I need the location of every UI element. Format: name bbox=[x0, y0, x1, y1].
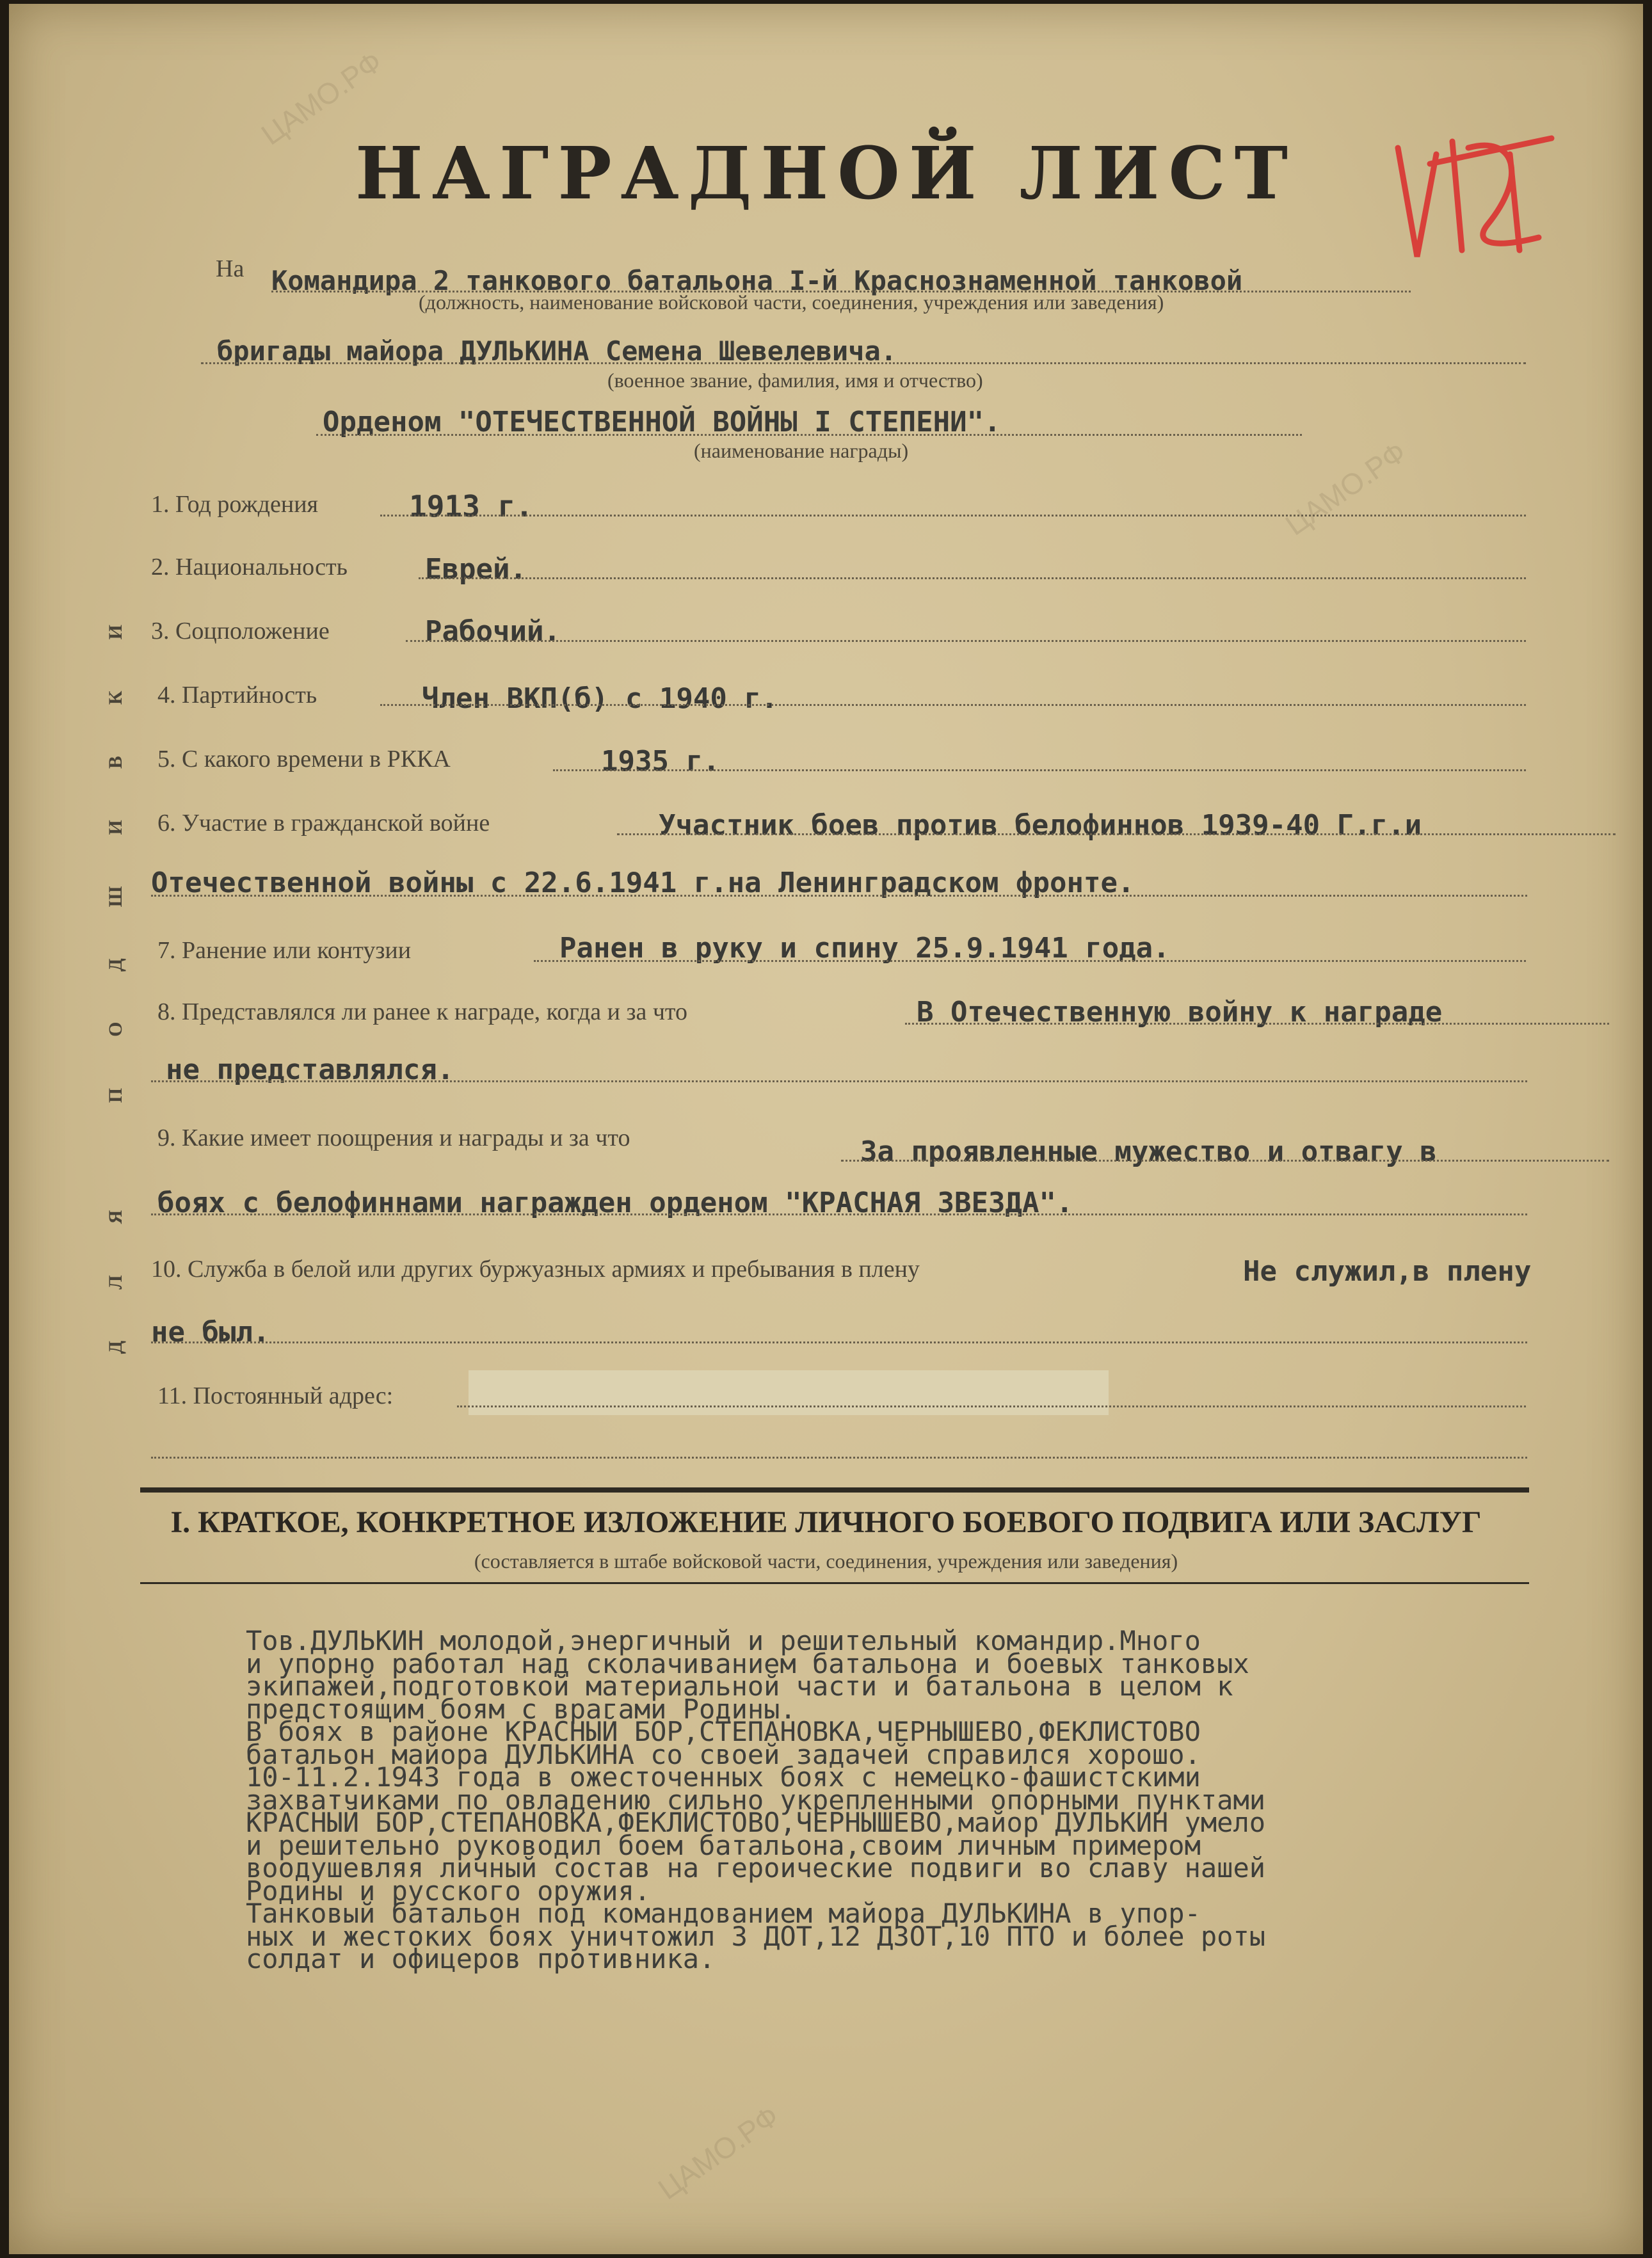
position-value: Командира 2 танкового батальона I-й Краснознаменной танковой bbox=[271, 265, 1243, 296]
section-title: I. КРАТКОЕ, КОНКРЕТНОЕ ИЗЛОЖЕНИЕ ЛИЧНОГО БОЕВОГО ПОДВИГА ИЛИ ЗАСЛУГ bbox=[170, 1505, 1482, 1539]
dotted-line bbox=[457, 1405, 1526, 1407]
document-title: НАГРАДНОЙ ЛИСТ bbox=[355, 132, 1297, 216]
dotted-line bbox=[316, 434, 1302, 436]
field-label-prior-awards: 8. Представлялся ли ранее к награде, когда и за что bbox=[157, 998, 688, 1025]
field-label-rkka: 5. С какого времени в РККА bbox=[157, 746, 451, 773]
dotted-line bbox=[380, 704, 1526, 706]
dotted-line bbox=[151, 895, 1527, 897]
field-label-wounds: 7. Ранение или контузии bbox=[157, 937, 412, 964]
field-label-nationality: 2. Национальность bbox=[151, 554, 348, 581]
dotted-line bbox=[151, 1341, 1527, 1343]
watermark: ЦАМО.РФ bbox=[1279, 435, 1413, 542]
dotted-line bbox=[617, 833, 1616, 835]
dotted-line bbox=[151, 1213, 1527, 1215]
na-label: На bbox=[216, 255, 245, 282]
watermark: ЦАМО.РФ bbox=[255, 44, 389, 152]
field-value-prior-awards: В Отечественную войну к награде bbox=[917, 996, 1443, 1029]
section-divider-top bbox=[140, 1487, 1529, 1493]
field-label-civil-war: 6. Участие в гражданской войне bbox=[157, 810, 490, 837]
field-value-white-army: Не служил,в плену bbox=[1243, 1255, 1532, 1288]
position-hint: (должность, наименование войсковой части, соединения, учреждения или заведения) bbox=[419, 291, 1164, 314]
award-value: Орденом "ОТЕЧЕСТВЕННОЙ ВОЙНЫ I СТЕПЕНИ". bbox=[323, 406, 1001, 438]
dotted-line bbox=[905, 1023, 1609, 1025]
field-value-prior-awards-cont: не представлялся. bbox=[166, 1053, 454, 1086]
dotted-line bbox=[419, 577, 1526, 579]
field-value-white-army-cont: не был. bbox=[151, 1316, 270, 1349]
field-label-white-army: 10. Служба в белой или других буржуазных армиях и пребывания в плену bbox=[151, 1256, 920, 1283]
field-value-honors: За проявленные мужество и отвагу в bbox=[860, 1135, 1437, 1168]
section-hint: (составляется в штабе войсковой части, соединения, учреждения или заведения) bbox=[474, 1549, 1178, 1573]
field-label-honors: 9. Какие имеет поощрения и награды и за что bbox=[157, 1125, 630, 1151]
dotted-line bbox=[151, 1457, 1527, 1459]
rank-value: бригады майора ДУЛЬКИНА Семена Шевелевича. bbox=[217, 335, 897, 367]
dotted-line bbox=[151, 1080, 1527, 1082]
field-label-address: 11. Постоянный адрес: bbox=[157, 1382, 394, 1409]
field-value-honors-cont: боях с белофиннами награжден орденом "КРАСНАЯ ЗВЕЗДА". bbox=[157, 1187, 1073, 1219]
dotted-line bbox=[534, 960, 1526, 962]
dotted-line bbox=[201, 362, 1526, 364]
field-label-birth-year: 1. Год рождения bbox=[151, 491, 319, 518]
field-value-rkka: 1935 г. bbox=[601, 745, 720, 778]
field-value-wounds: Ранен в руку и спину 25.9.1941 года. bbox=[559, 932, 1170, 965]
field-label-social: 3. Соцположение bbox=[151, 618, 330, 645]
rank-hint: (военное звание, фамилия, имя и отчество) bbox=[607, 369, 983, 392]
field-value-birth-year: 1913 г. bbox=[409, 489, 533, 524]
dotted-line bbox=[380, 515, 1526, 516]
dotted-line bbox=[406, 640, 1526, 642]
award-sheet-page bbox=[9, 4, 1643, 2254]
field-label-party: 4. Партийность bbox=[157, 682, 317, 709]
field-value-civil-war-cont: Отечественной войны с 22.6.1941 г.на Ленинградском фронте. bbox=[151, 867, 1135, 899]
field-value-civil-war: Участник боев против белофиннов 1939-40 Г.г.и bbox=[659, 809, 1422, 842]
narrative-text: Тов.ДУЛЬКИН молодой,энергичный и решительный командир.Много и упорно работал над сколачиванием батальона и боевых танковых экипажей,подготовкой материальной части и батальона в целом к предстоящим боям с врагами Родины. В боях в районе КРАСНЫЙ БОР,СТЕПАНОВКА,ЧЕРНЫШЕВО,ФЕКЛИСТОВО батальон майора ДУЛЬКИНА со своей задачей справился хорошо. 10-11.2.1943 года в ожесточенных боях с немецко-фашистскими захватчиками по овладению сильно укрепленными опорными пунктами КРАСНЫЙ БОР,СТЕПАНОВКА,ФЕКЛИСТОВО,ЧЕРНЫШЕВО,майор ДУЛЬКИН умело и решительно руководил боем батальона,своим личным примером воодушевляя личный состав на героические подвиги во славу нашей Родины и русского оружия. Танковый батальон под командованием майора ДУЛЬКИНА в упор- ных и жестоких боях уничтожил 3 ДОТ,12 ДЗОТ,10 ПТО и более роты солдат и офицеров противника. bbox=[246, 1625, 1266, 1974]
section-divider-bottom bbox=[140, 1582, 1529, 1584]
field-value-social: Рабочий. bbox=[425, 615, 561, 648]
redacted-address bbox=[469, 1370, 1109, 1415]
award-hint: (наименование награды) bbox=[694, 439, 909, 462]
dotted-line bbox=[841, 1160, 1609, 1162]
field-value-party: Член ВКП(б) с 1940 г. bbox=[422, 682, 778, 715]
field-value-nationality: Еврей. bbox=[425, 553, 527, 586]
margin-vertical-text: ДЛЯ ПОДШИВКИ bbox=[105, 573, 126, 1354]
watermark: ЦАМО.РФ bbox=[652, 2099, 785, 2206]
dotted-line bbox=[553, 769, 1526, 771]
